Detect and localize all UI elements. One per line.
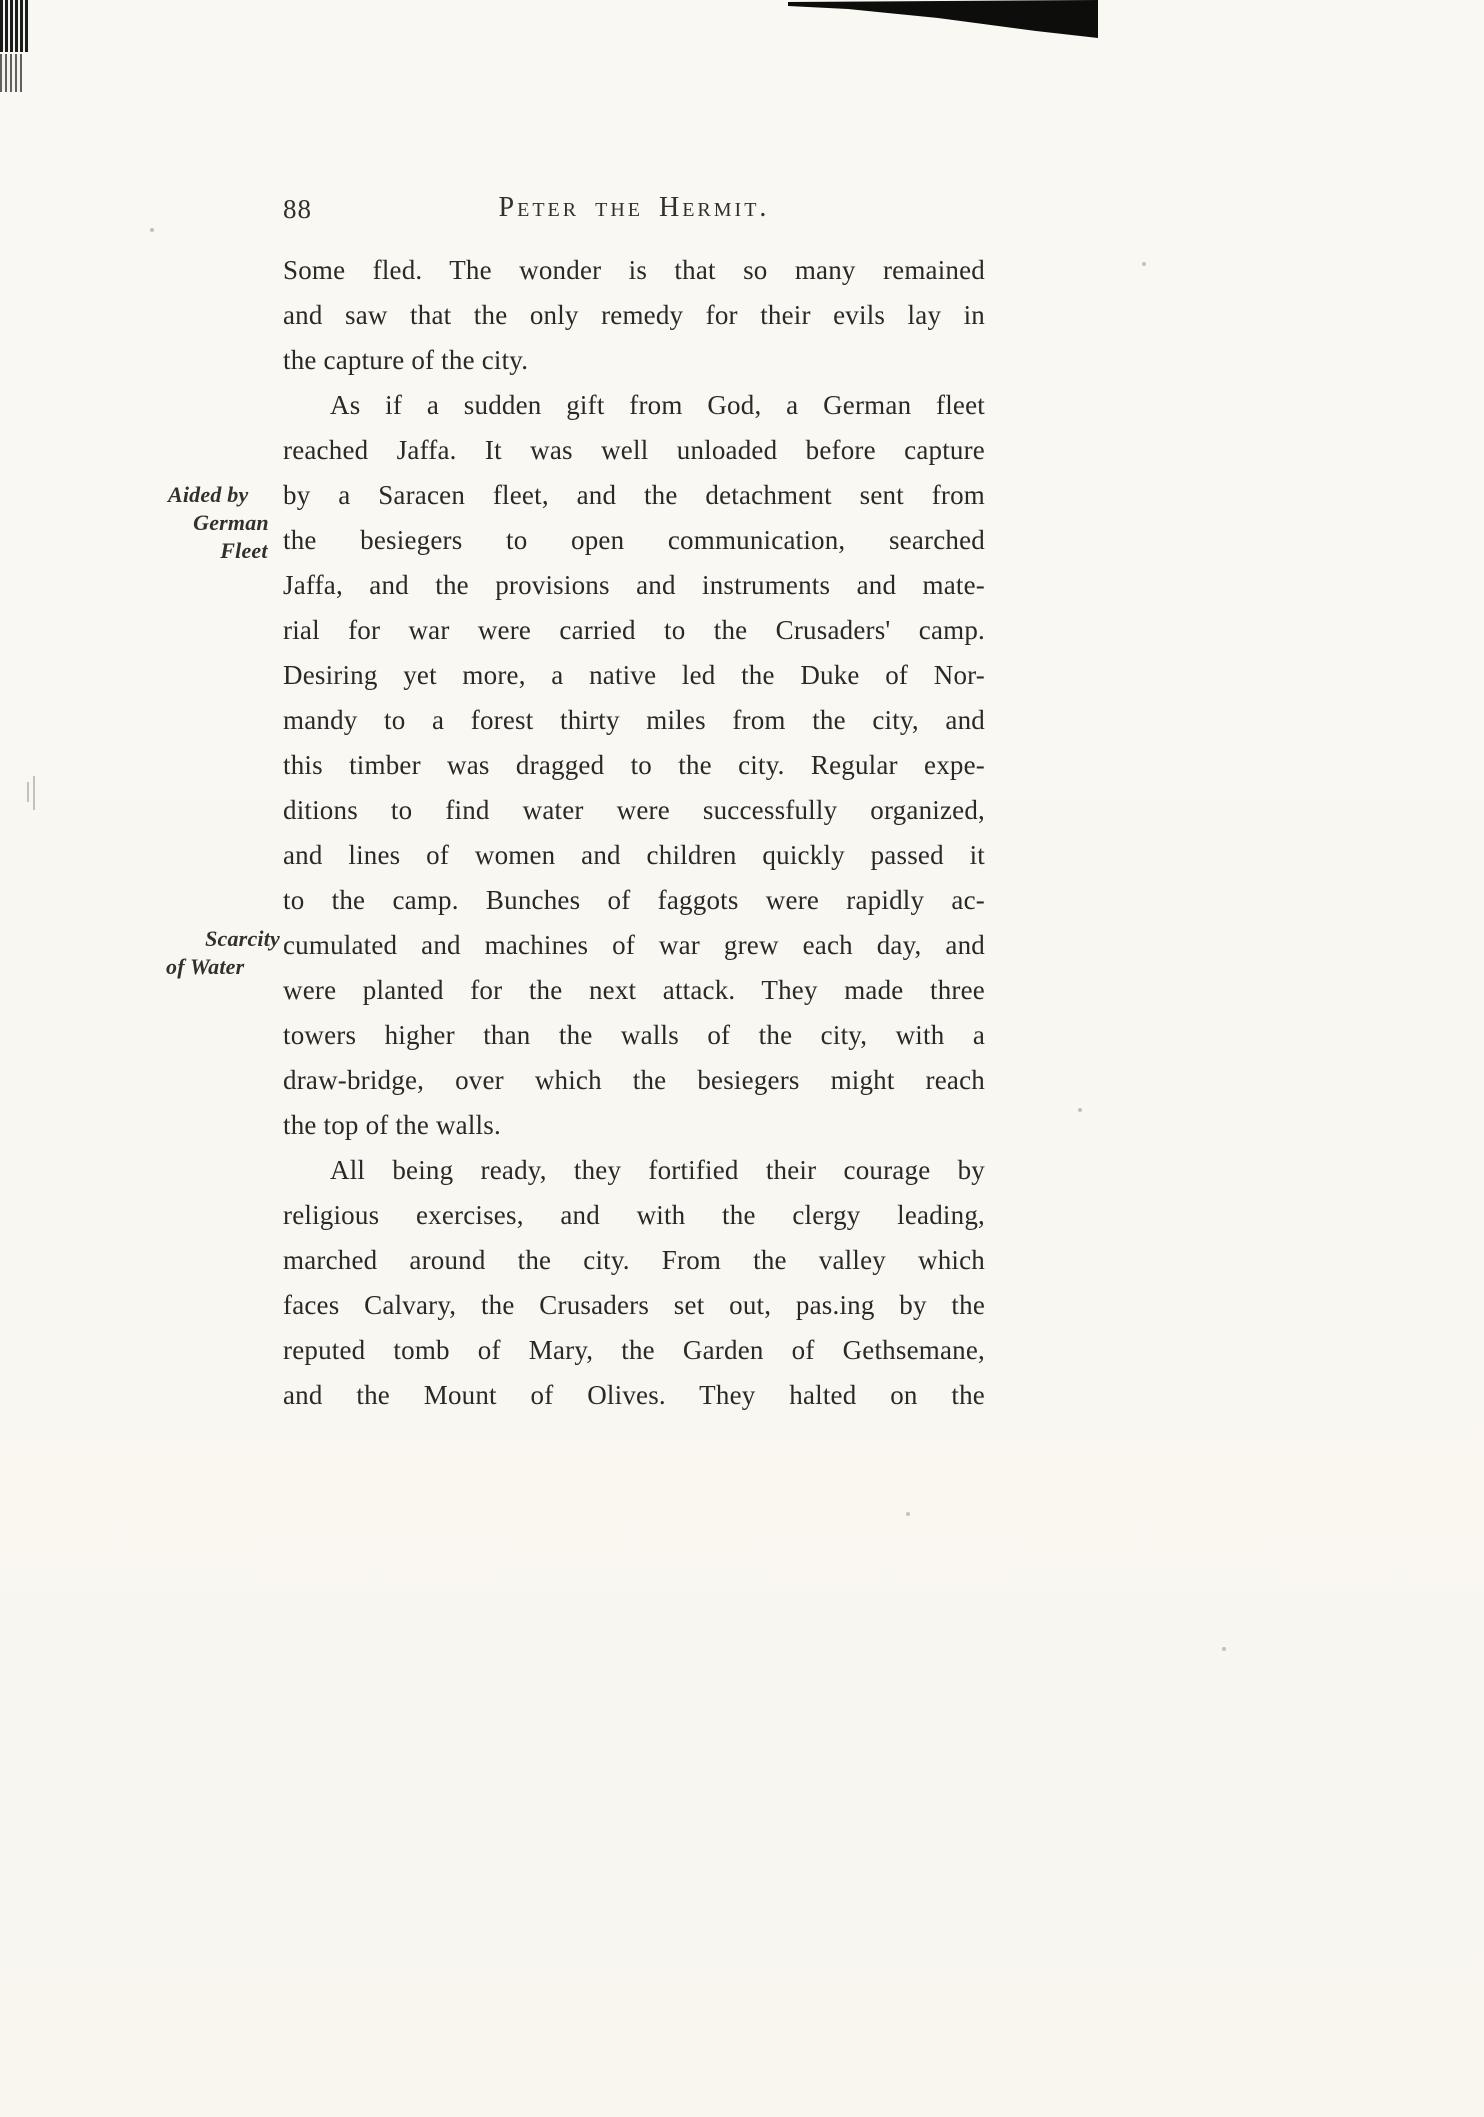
text-line: and saw that the only remedy for their evils lay in xyxy=(283,300,985,330)
text-line: faces Calvary, the Crusaders set out, pas.ing by the xyxy=(283,1290,985,1320)
paragraph xyxy=(283,1148,985,1418)
speck-artifact xyxy=(1078,1108,1082,1112)
text-line: marched around the city. From the valley which xyxy=(283,1245,985,1275)
speck-artifact xyxy=(1222,1647,1226,1651)
text-line: by a Saracen fleet, and the detachment sent from xyxy=(283,480,985,510)
page-header xyxy=(283,192,985,232)
binding-mark-artifact xyxy=(0,54,22,92)
margin-note-line: German xyxy=(193,510,269,535)
paragraph xyxy=(283,383,985,1148)
text-line: rial for war were carried to the Crusaders' camp. xyxy=(283,615,985,645)
paragraph xyxy=(283,248,985,383)
binding-mark-artifact xyxy=(0,0,30,52)
speck-artifact xyxy=(1142,262,1146,266)
text-line: and lines of women and children quickly passed it xyxy=(283,840,985,870)
text-line: All being ready, they fortified their courage by xyxy=(330,1155,985,1185)
text-line: were planted for the next attack. They made three xyxy=(283,975,985,1005)
text-line: and the Mount of Olives. They halted on the xyxy=(283,1380,985,1410)
text-line: ditions to find water were successfully organized, xyxy=(283,795,985,825)
text-line: As if a sudden gift from God, a German fleet xyxy=(330,390,985,420)
text-line: religious exercises, and with the clergy leading, xyxy=(283,1200,985,1230)
speck-artifact xyxy=(150,228,154,232)
margin-note-line: Fleet xyxy=(220,538,268,563)
margin-note-scarcity-of-water xyxy=(166,925,282,981)
text-line: this timber was dragged to the city. Regular expe- xyxy=(283,750,985,780)
text-column xyxy=(283,248,985,1418)
text-line: Desiring yet more, a native led the Duke of Nor- xyxy=(283,660,985,690)
text-line: reputed tomb of Mary, the Garden of Gethsemane, xyxy=(283,1335,985,1365)
margin-note-line: Aided by xyxy=(168,482,249,507)
text-line: towers higher than the walls of the city, with a xyxy=(283,1020,985,1050)
text-line: mandy to a forest thirty miles from the city, and xyxy=(283,705,985,735)
page-curl-artifact xyxy=(788,0,1098,44)
text-line: cumulated and machines of war grew each day, and xyxy=(283,930,985,960)
text-line: the besiegers to open communication, searched xyxy=(283,525,985,555)
text-line: draw-bridge, over which the besiegers might reach xyxy=(283,1065,985,1095)
page-curl-shape xyxy=(788,0,1098,44)
margin-note-line: of Water xyxy=(166,954,245,979)
text-line: the top of the walls. xyxy=(283,1110,501,1140)
margin-note-line: Scarcity xyxy=(205,926,280,951)
text-line: the capture of the city. xyxy=(283,345,529,375)
text-line: reached Jaffa. It was well unloaded before capture xyxy=(283,435,985,465)
margin-note-german-fleet xyxy=(168,481,280,565)
speck-artifact xyxy=(906,1512,910,1516)
text-line: to the camp. Bunches of faggots were rapidly ac- xyxy=(283,885,985,915)
margin-smudge-artifact xyxy=(27,776,39,810)
page-number: 88 xyxy=(283,194,312,224)
text-line: Some fled. The wonder is that so many remained xyxy=(283,255,985,285)
running-title: Peter the Hermit. xyxy=(498,192,770,223)
text-line: Jaffa, and the provisions and instruments and mate- xyxy=(283,570,985,600)
